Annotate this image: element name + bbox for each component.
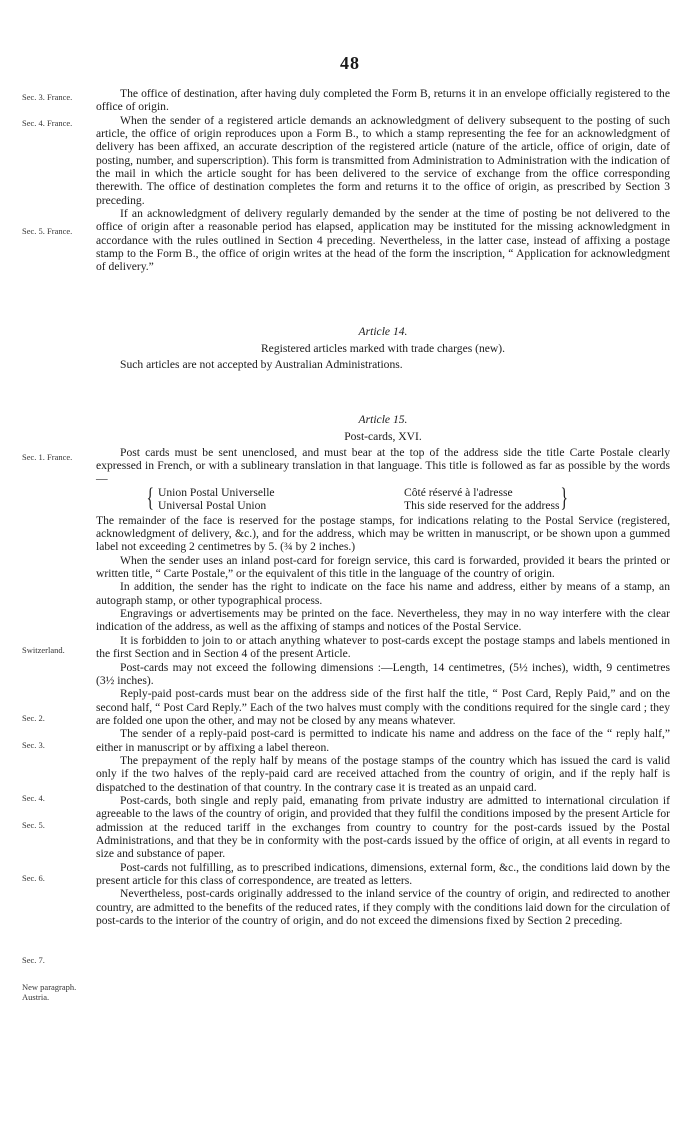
article-title: Article 14. [358,325,408,338]
paragraph: Such articles are not accepted by Australian Administrations. [120,357,403,371]
article-title: Article 15. [358,413,408,426]
paragraph: Post-cards not fulfilling, as to prescribed indications, dimensions, external form, &c., the conditions laid down by the present article for this class of correspondence, are treated as letters. [96,860,670,887]
postcard-title-words [96,482,670,514]
paragraph: The sender of a reply-paid post-card is permitted to indicate his name and address on the face of the “ reply half,” either in manuscript or by affixing a label thereon. [96,727,670,754]
paragraph: Reply-paid post-cards must bear on the address side of the first half the title, “ Post Card, Reply Paid,” and on the second half, “ Post Card Reply.” Each of the two halves must comply with the conditions required for the single card ; they are folded one upon the other, and may not be closed by any means whatever. [96,687,670,727]
page-number: 48 [340,53,360,73]
margin-note: Sec. 5. [22,820,45,830]
paragraph: Post cards must be sent unenclosed, and must bear at the top of the address side the title Carte Postale clearly expressed in French, or with a sublineary translation in that language. This title is followed as far as possible by the words— [96,445,670,486]
paragraph: The prepayment of the reply half by means of the postage stamps of the country which has issued the card is valid only if the two halves of the reply-paid card are received attached from the country of origin, and if the reply half is dispatched to the destination of that country. In the contrary case it is treated as an unpaid card. [96,753,670,794]
paragraph: The office of destination, after having duly completed the Form B, returns it in an envelope officially registered to the office of origin. [96,87,670,114]
margin-note: Sec. 3. [22,740,45,750]
paragraph: When the sender of a registered article demands an acknowledgment of delivery subsequent to the posting of such article, the office of origin reproduces upon a Form B., to which a stamp representing the fee for an acknowledgment of delivery has been affixed, an accurate description of the registered article (nature of the article, office of origin, date of posting, number, and superscription). This form is transmitted from Administration to Administration with the indication of the mail in which the article sought for has been delivered to the service of exchange from the office corresponding therewith. The office of destination completes the form and returns it to the office of origin, as prescribed by Section 3 preceding. [96,113,670,207]
margin-note: Sec. 3. France. [22,92,73,102]
paragraph: Post-cards may not exceed the following dimensions :—Length, 14 centimetres, (5½ inches), width, 9 centimetres (3½ inches). [96,660,670,687]
paragraph: Nevertheless, post-cards originally addressed to the inland service of the country of origin, and redirected to another country, are admitted to the benefits of the reduced rates, if they comply with the conditions laid down for the circulation of post-cards to the interior of the country of origin, and do not exceed the dimensions fixed by Section 2 preceding. [96,887,670,928]
words-line: Universal Postal Union [158,499,267,513]
margin-note: Sec. 6. [22,873,45,883]
article-15 [96,413,670,927]
article-subtitle: Registered articles marked with trade charges (new). [260,342,506,356]
margin-note: Sec. 5. France. [22,226,73,236]
paragraph: When the sender uses an inland post-card for foreign service, this card is forwarded, provided it bears the printed or written title, “ Carte Postale,” or the equivalent of this title in the language of the country of origin. [96,553,670,581]
paragraph: In addition, the sender has the right to indicate on the face his name and address, either by means of a stamp, an autograph stamp, or other typographical process. [96,580,670,607]
words-line: Union Postal Universelle [158,485,275,499]
right-brace: } [560,482,568,512]
paragraph: Post-cards, both single and reply paid, emanating from private industry are admitted to international circulation if agreeable to the laws of the country of origin, and provided that they fulfil the conditions imposed by the present Article for admission at the reduced tariff in the exchanges from country to country for the post-cards issued by the Postal Administrations, and that they be in conformity with the post-cards issued by the office of origin, at all events in regard to size and substance of paper. [96,793,670,861]
margin-note: New paragraph. Austria. [22,982,77,1002]
article-subtitle: Post-cards, XVI. [344,430,422,444]
margin-note: Sec. 7. [22,955,45,965]
paragraph: It is forbidden to join to or attach anything whatever to post-cards except the postage stamps and labels mentioned in the first Section and in Section 4 of the present Article. [96,633,670,661]
margin-note: Sec. 2. [22,713,45,723]
paragraph: The remainder of the face is reserved for the postage stamps, for indications relating to the Postal Service (registered, acknowledgment of delivery, &c.), and for the address, which may be written in manuscript, or be shown upon a gummed label not exceeding 2 centimetres by 5. (¾ by 2 inches.) [96,513,670,554]
words-line: Côté réservé à l'adresse [404,485,513,499]
words-right [404,486,560,513]
article-14 [96,325,670,371]
margin-note: Sec. 4. France. [22,118,73,128]
words-left [158,486,275,513]
words-line: This side reserved for the address [404,499,560,513]
paragraph: If an acknowledgment of delivery regularly demanded by the sender at the time of posting be not delivered to the office of origin after a reasonable period has elapsed, application may be instituted for the missing acknowledgment in accordance with the rules outlined in Section 4 preceding. Nevertheless, in the latter case, instead of affixing a postage stamp to the Form B., the office of origin writes at the head of the form the inscription, “ Application for acknowledgment of delivery.” [96,207,670,274]
paragraph: Engravings or advertisements may be printed on the face. Nevertheless, they may in no way interfere with the clear indication of the address, as well as the affixing of stamps and notices of the Postal Service. [96,607,670,634]
left-brace: { [146,482,154,512]
margin-note: Sec. 1. France. [22,452,73,462]
margin-note: Sec. 4. [22,793,45,803]
section-acknowledgment [96,87,670,274]
margin-note: Switzerland. [22,645,65,655]
